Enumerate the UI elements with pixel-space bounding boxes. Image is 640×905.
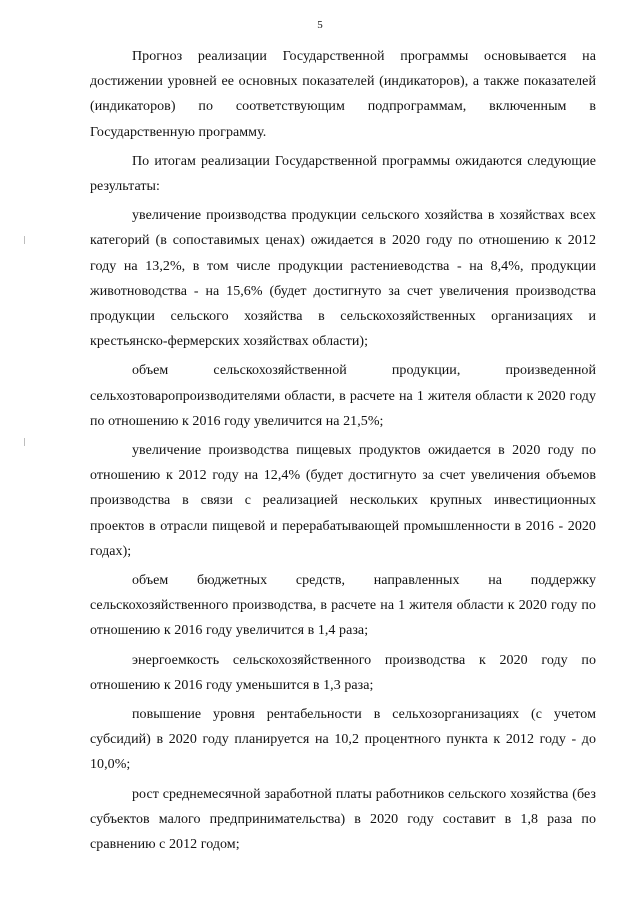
paragraph: увеличение производства продукции сельского хозяйства в хозяйствах всех категорий (в сопоставимых ценах) ожидается в 2020 году по отношению к 2012 году на 13,2%, в том числе продукции растениеводства - на 8,4%, продукции животноводства - на 15,6% (будет достигнуто за счет увеличения производства продукции сельского хозяйства в сельскохозяйственных организациях и крестьянско-фермерских хозяйствах области);: [90, 208, 596, 350]
paragraph: повышение уровня рентабельности в сельхозорганизациях (с учетом субсидий) в 2020 году планируется на 10,2 процентного пункта к 2012 году - до 10,0%;: [90, 707, 596, 773]
scan-margin-mark: [24, 438, 25, 446]
document-body: [90, 44, 596, 857]
page-number: 5: [317, 19, 323, 31]
scan-margin-mark: [24, 236, 25, 244]
paragraph: увеличение производства пищевых продуктов ожидается в 2020 году по отношению к 2012 году на 12,4% (будет достигнуто за счет увеличения объемов производства в связи с реализацией нескольких крупных инвестиционных проектов в отрасли пищевой и перерабатывающей промышленности в 2016 - 2020 годах);: [90, 443, 596, 559]
paragraph: рост среднемесячной заработной платы работников сельского хозяйства (без субъектов малого предпринимательства) в 2020 году составит в 1,8 раза по сравнению с 2012 годом;: [90, 786, 596, 853]
paragraph: Прогноз реализации Государственной программы основывается на достижении уровней ее основных показателей (индикаторов), а также показателей (индикаторов) по соответствующим подпрограммам, включенным в Государственную программу.: [90, 49, 596, 140]
paragraph: По итогам реализации Государственной программы ожидаются следующие результаты:: [90, 153, 596, 195]
paragraph: объем бюджетных средств, направленных на поддержку сельскохозяйственного производства, в расчете на 1 жителя области к 2020 году по отношению к 2016 году увеличится в 1,4 раза;: [90, 573, 596, 639]
paragraph: объем сельскохозяйственной продукции, произведенной сельхозтоваропроизводителями области, в расчете на 1 жителя области к 2020 году по отношению к 2016 году увеличится на 21,5%;: [90, 363, 596, 429]
paragraph: энергоемкость сельскохозяйственного производства к 2020 году по отношению к 2016 году уменьшится в 1,3 раза;: [90, 652, 596, 693]
